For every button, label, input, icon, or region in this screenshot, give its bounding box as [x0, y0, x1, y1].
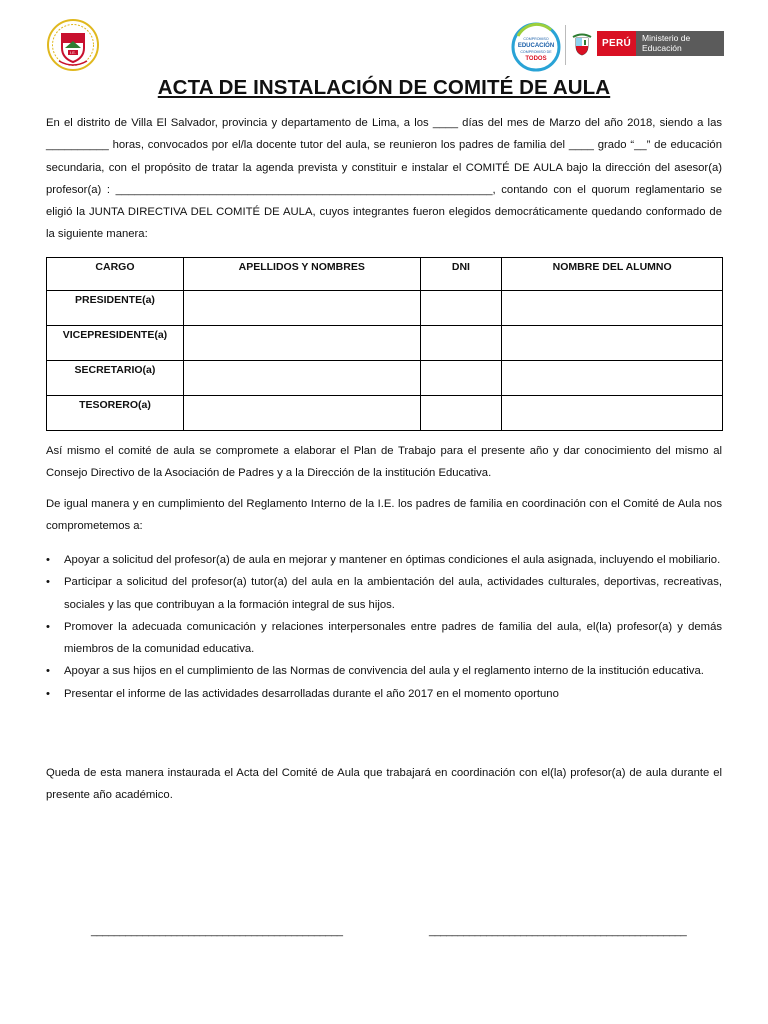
- plan-paragraph: Así mismo el comité de aula se compromete a elaborar el Plan de Trabajo para el presente año y dar conocimiento del mismo al Consejo Directivo de la Asociación de Padres y a la Dirección de la institución Educativa.: [46, 445, 722, 480]
- role-tesorero: TESORERO(a): [47, 396, 184, 431]
- list-item: • Participar a solicitud del profesor(a) tutor(a) del aula en la ambientación del aula, actividades culturales, deportivas, recreativas, sociales y las que contribuyan a la formación integral de sus hijos.: [46, 571, 722, 616]
- cell-apellidos-nombres: [183, 326, 420, 361]
- table-row: [47, 326, 723, 361]
- cell-apellidos-nombres: [183, 361, 420, 396]
- header-dni: DNI: [420, 258, 502, 291]
- signature-line-right: _____________________________________________: [429, 925, 687, 937]
- table-row: [47, 396, 723, 431]
- cell-nombre-alumno: [502, 361, 723, 396]
- svg-text:COMPROMISO: COMPROMISO: [523, 37, 549, 41]
- table-header-row: [47, 258, 723, 291]
- bullet-icon: •: [46, 620, 50, 633]
- list-item: • Promover la adecuada comunicación y relaciones interpersonales entre padres de familia del aula, el(la) profesor(a) y demás miembros de la comunidad educativa.: [46, 616, 722, 661]
- document-title: ACTA DE INSTALACIÓN DE COMITÉ DE AULA: [157, 76, 611, 99]
- committee-table: [46, 257, 723, 431]
- cell-dni: [420, 291, 502, 326]
- cell-apellidos-nombres: [183, 396, 420, 431]
- bullet-icon: •: [46, 665, 50, 678]
- list-item: • Apoyar a solicitud del profesor(a) de aula en mejorar y mantener en óptimas condiciones el aula asignada, incluyendo el mobiliario.: [46, 549, 722, 571]
- cell-dni: [420, 396, 502, 431]
- logo-divider: [565, 25, 566, 65]
- list-item: • Apoyar a sus hijos en el cumplimiento de las Normas de convivencia del aula y el reglamento interno de la institución educativa.: [46, 660, 722, 682]
- cell-nombre-alumno: [502, 396, 723, 431]
- header-cargo: CARGO: [47, 258, 184, 291]
- svg-text:EDUCACIÓN: EDUCACIÓN: [517, 43, 555, 49]
- svg-text:TODOS: TODOS: [525, 56, 547, 62]
- table-row: [47, 291, 723, 326]
- commitments-list: [46, 549, 722, 705]
- svg-text:COMPROMISO DE: COMPROMISO DE: [520, 50, 552, 54]
- signature-line-left: ____________________________________________: [91, 925, 343, 937]
- intro-paragraph: En el distrito de Villa El Salvador, provincia y departamento de Lima, a los ____ días del mes de Marzo del año 2018, siendo a las __________ horas, convocados por el/la docente tutor del aula, se reunieron los padres de familia del ____ grado “__” de educación secundaria, con el propósito de tratar la agenda prevista y constituir e instalar el COMITÉ DE AULA bajo la dirección del asesor(a) profesor(a) : ____________________________________________________________, contando con el quorum reglamentario se eligió la JUNTA DIRECTIVA DEL COMITÉ DE AULA, cuyos integrantes fueron elegidos democráticamente quedando conformado de la siguiente manera:: [46, 117, 722, 241]
- reglamento-paragraph: De igual manera y en cumplimiento del Reglamento Interno de la I.E. los padres de familia en coordinación con el Comité de Aula nos comprometemos a:: [46, 498, 722, 533]
- table-row: [47, 361, 723, 396]
- ministry-logo: [597, 31, 724, 56]
- closing-paragraph: Queda de esta manera instaurada el Acta del Comité de Aula que trabajará en coordinación con el(la) profesor(a) de aula durante el presente año académico.: [46, 767, 722, 802]
- cell-dni: [420, 361, 502, 396]
- role-vicepresidente: VICEPRESIDENTE(a): [47, 326, 184, 361]
- bullet-icon: •: [46, 576, 50, 589]
- list-item: • Presentar el informe de las actividades desarrolladas durante el año 2017 en el momento oportuno: [46, 683, 722, 705]
- role-secretario: SECRETARIO(a): [47, 361, 184, 396]
- svg-text:I.E.: I.E.: [69, 50, 77, 55]
- bullet-icon: •: [46, 554, 50, 566]
- header-nombre-alumno: NOMBRE DEL ALUMNO: [502, 258, 723, 291]
- education-campaign-logo: [511, 22, 561, 72]
- peru-label: PERÚ: [597, 31, 636, 56]
- bullet-icon: •: [46, 687, 50, 700]
- peru-coat-of-arms-icon: [569, 31, 595, 57]
- cell-nombre-alumno: [502, 326, 723, 361]
- ministry-label: Ministerio de Educación: [636, 31, 724, 56]
- cell-apellidos-nombres: [183, 291, 420, 326]
- role-presidente: PRESIDENTE(a): [47, 291, 184, 326]
- cell-dni: [420, 326, 502, 361]
- cell-nombre-alumno: [502, 291, 723, 326]
- school-seal-logo: [46, 17, 100, 73]
- header-apellidos-nombres: APELLIDOS Y NOMBRES: [183, 258, 420, 291]
